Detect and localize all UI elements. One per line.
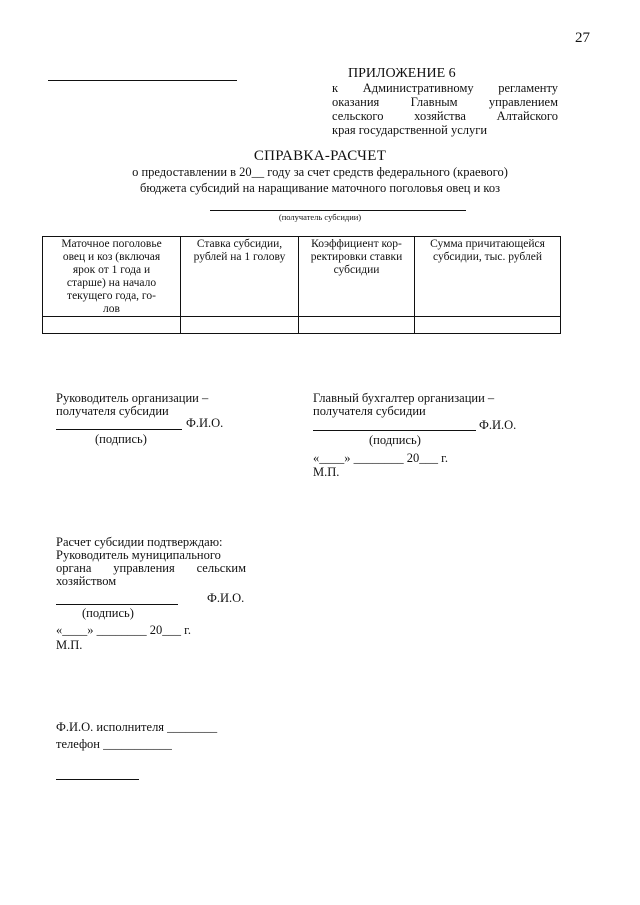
confirmation-date[interactable]: «____» ________ 20___ г. — [56, 623, 191, 637]
table-cell[interactable] — [43, 317, 181, 334]
confirmation-line1: Расчет субсидии подтверждаю: — [56, 535, 223, 549]
confirmation-line2: Руководитель муниципального — [56, 548, 221, 562]
table-cell[interactable] — [181, 317, 299, 334]
confirmation-line3: органа управления сельским — [56, 561, 246, 575]
table-header-cell: Сумма причитающейся субсидии, тыс. рублей — [415, 237, 561, 317]
document-subtitle-line2: бюджета субсидий на наращивание маточного поголовья овец и коз — [139, 181, 501, 195]
appendix-line: края государственной услуги — [332, 123, 488, 137]
appendix-line: оказания Главным управлением — [332, 95, 558, 109]
table-header-cell: Маточное поголовье овец и коз (включая ярок от 1 года и старше) на начало текущего года, го- лов — [43, 237, 181, 317]
head-org-fio: Ф.И.О. — [186, 416, 224, 430]
appendix-text — [332, 81, 558, 137]
head-org-line1: Руководитель организации – — [56, 391, 209, 405]
appendix-line: к Административному регламенту — [332, 81, 558, 95]
subsidy-table — [42, 236, 561, 334]
table-cell[interactable] — [299, 317, 415, 334]
confirmation-sign-caption: (подпись) — [82, 606, 134, 620]
head-org-signature-line[interactable] — [56, 429, 182, 430]
chief-accountant-date[interactable]: «____» ________ 20___ г. — [313, 451, 448, 465]
table-row — [43, 317, 561, 334]
table-header-cell: Ставка субсидии, рублей на 1 голову — [181, 237, 299, 317]
chief-accountant-signature-line[interactable] — [313, 430, 476, 431]
confirmation-line4: хозяйством — [56, 574, 117, 588]
recipient-line — [210, 210, 466, 211]
confirmation-signature-line[interactable] — [56, 604, 178, 605]
chief-accountant-stamp: М.П. — [313, 465, 340, 479]
document-title: СПРАВКА-РАСЧЕТ — [253, 148, 387, 164]
executor-phone[interactable]: телефон ___________ — [56, 737, 172, 751]
table-header-cell: Коэффициент кор- ректировки ставки субсидии — [299, 237, 415, 317]
recipient-caption: (получатель субсидии) — [278, 212, 362, 222]
chief-accountant-line2: получателя субсидии — [313, 404, 426, 418]
chief-accountant-sign-caption: (подпись) — [369, 433, 421, 447]
confirmation-stamp: М.П. — [56, 638, 83, 652]
confirmation-fio: Ф.И.О. — [207, 591, 245, 605]
head-org-sign-caption: (подпись) — [95, 432, 147, 446]
bottom-blank-line — [56, 779, 139, 780]
head-org-line2: получателя субсидии — [56, 404, 169, 418]
top-left-blank-line — [48, 80, 237, 81]
chief-accountant-line1: Главный бухгалтер организации – — [313, 391, 495, 405]
chief-accountant-fio: Ф.И.О. — [479, 418, 517, 432]
appendix-line: сельского хозяйства Алтайского — [332, 109, 558, 123]
appendix-title: ПРИЛОЖЕНИЕ 6 — [348, 66, 456, 81]
document-subtitle-line1: о предоставлении в 20__ году за счет средств федерального (краевого) — [132, 165, 508, 179]
table-header-row — [43, 237, 561, 317]
page-number: 27 — [575, 30, 590, 46]
executor-fio[interactable]: Ф.И.О. исполнителя ________ — [56, 720, 218, 734]
table-cell[interactable] — [415, 317, 561, 334]
